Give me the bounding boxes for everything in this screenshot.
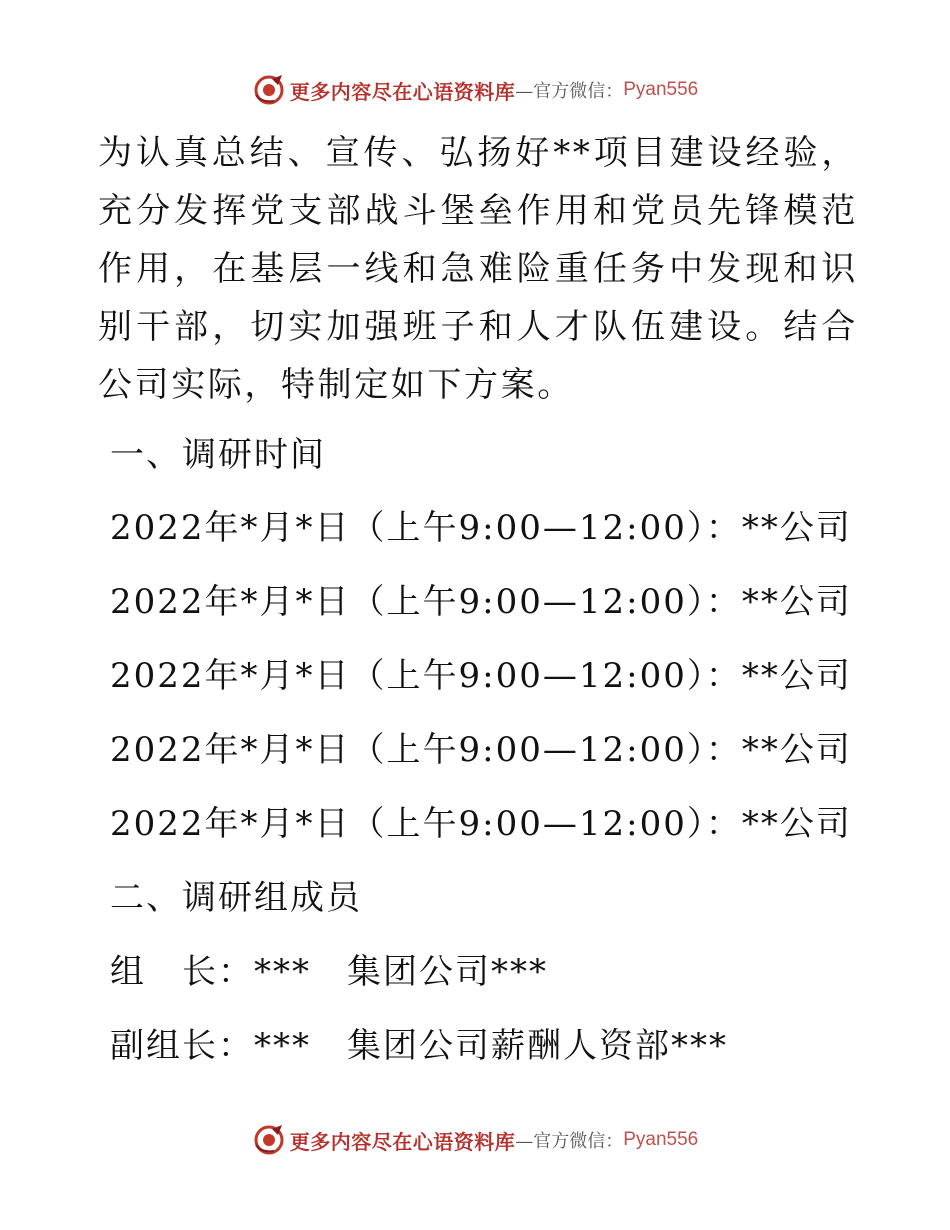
intro-paragraph: 为认真总结、宣传、弘扬好**项目建设经验，充分发挥党支部战斗堡垒作用和党员先锋模范作用，在基层一线和急难险重任务中发现和识别干部，切实加强班子和人才队伍建设。结合公司实际，特制定如下方案。 — [98, 133, 858, 405]
banner-text: 更多内容尽在心语资料库 — [289, 1129, 516, 1154]
footer-banner — [0, 1120, 950, 1160]
brand-logo-icon — [252, 73, 286, 107]
member-item: 组 长：*** 集团公司*** — [110, 952, 548, 992]
schedule-item: 2022年*月*日（上午9:00—12:00）：**公司 — [110, 508, 852, 548]
schedule-item: 2022年*月*日（上午9:00—12:00）：**公司 — [110, 730, 852, 770]
member-item: 副组长：*** 集团公司薪酬人资部*** — [110, 1026, 728, 1066]
banner-wechat-label: —官方微信： — [515, 1131, 624, 1152]
document-body — [98, 124, 858, 414]
header-banner — [0, 70, 950, 110]
banner-wechat-id: Pyan556 — [623, 79, 699, 100]
section-heading-1: 一、调研时间 — [110, 435, 326, 475]
section-heading-2: 二、调研组成员 — [110, 878, 362, 918]
banner-wechat-label: —官方微信： — [515, 81, 624, 102]
brand-logo-icon — [252, 1123, 286, 1157]
schedule-item: 2022年*月*日（上午9:00—12:00）：**公司 — [110, 804, 852, 844]
banner-wechat-id: Pyan556 — [623, 1129, 699, 1150]
banner-text: 更多内容尽在心语资料库 — [289, 79, 516, 104]
schedule-item: 2022年*月*日（上午9:00—12:00）：**公司 — [110, 656, 852, 696]
schedule-item: 2022年*月*日（上午9:00—12:00）：**公司 — [110, 582, 852, 622]
